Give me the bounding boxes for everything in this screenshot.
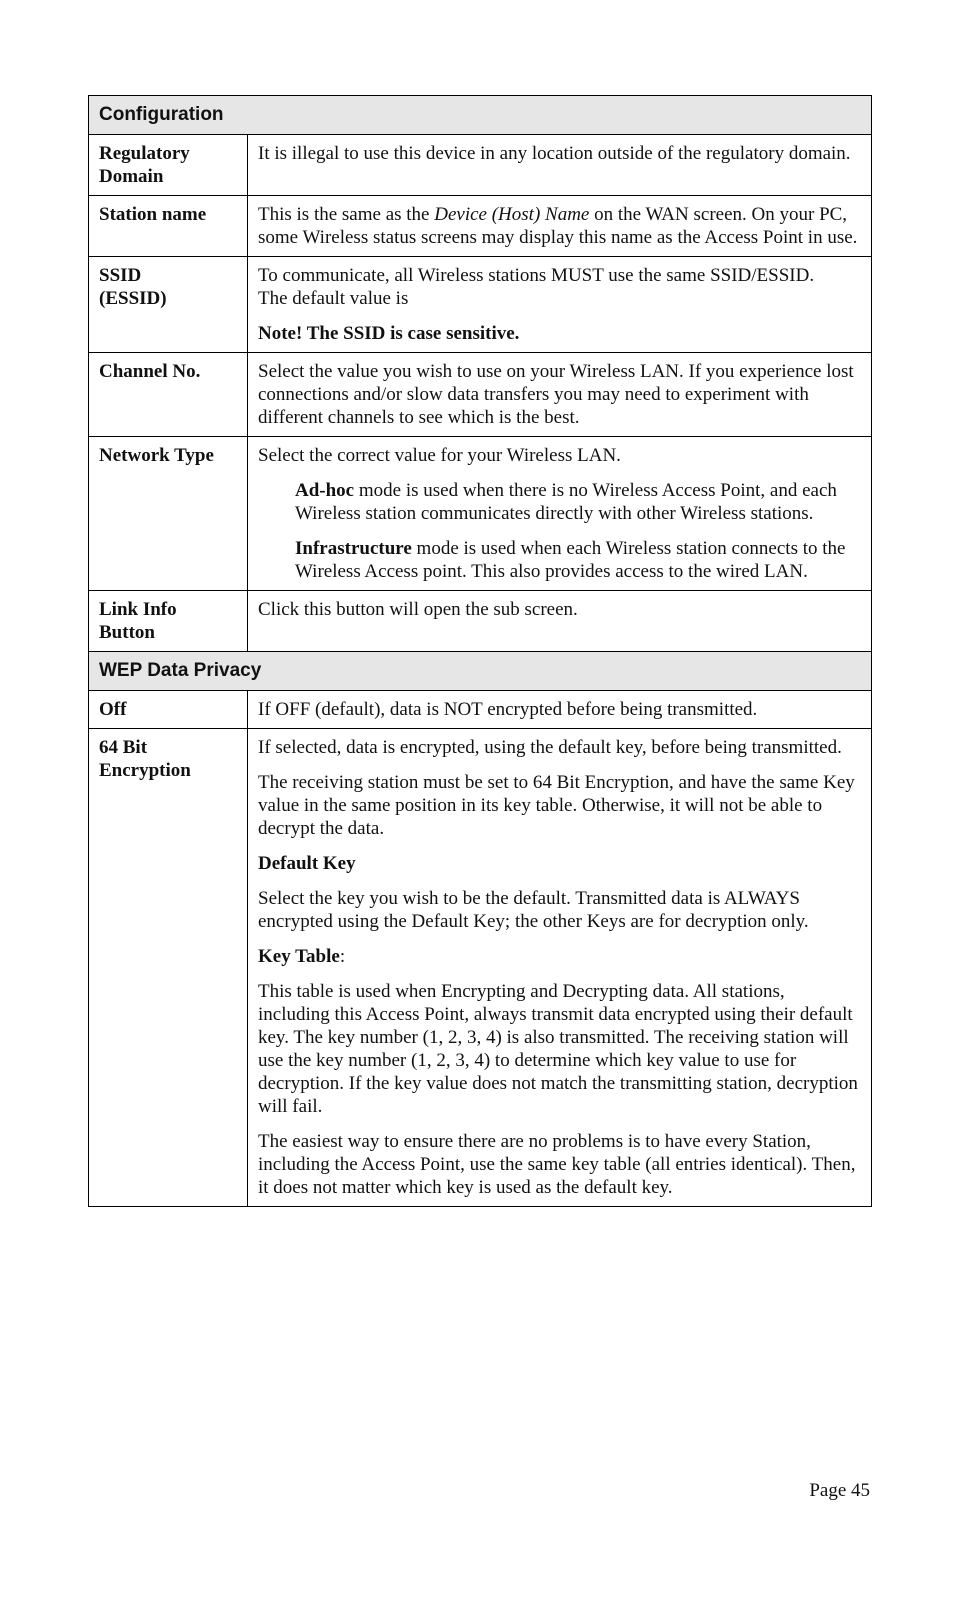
- description-text: If OFF (default), data is NOT encrypted before being transmitted.: [258, 699, 758, 720]
- table-row: [89, 135, 872, 196]
- description-text: This table is used when Encrypting and Decrypting data. All stations, including this Access Point, always transmit data encrypted using their default key. The key number (1, 2, 3, 4) is also transmitted. The receiving station will use the key number (1, 2, 3, 4) to determine which key value to use for decryption. If the key value does not match the transmitting station, decryption will fail.: [258, 981, 858, 1117]
- term-infrastructure: Infrastructure: [295, 538, 412, 559]
- field-label: Link Info Button: [89, 591, 248, 652]
- description-text: Select the value you wish to use on your Wireless LAN. If you experience lost connections and/or slow data transfers you may need to experiment with different channels to see which is the best.: [258, 361, 854, 428]
- table-row: [89, 729, 872, 1207]
- description-text: Click this button will open the sub screen.: [258, 599, 578, 620]
- section-heading: WEP Data Privacy: [89, 652, 872, 691]
- field-label: 64 Bit Encryption: [89, 729, 248, 1207]
- table-row: [89, 591, 872, 652]
- description-text: To communicate, all Wireless stations MUST use the same SSID/ESSID.: [258, 265, 815, 286]
- description-text: [258, 203, 861, 249]
- section-configuration: [89, 96, 872, 135]
- section-heading: Configuration: [89, 96, 872, 135]
- field-description: [248, 591, 872, 652]
- label-line: SSID: [99, 265, 142, 286]
- field-label: [89, 257, 248, 353]
- description-text: The default value is: [258, 288, 409, 309]
- description-text: Select the correct value for your Wireless LAN.: [258, 445, 621, 466]
- table-row: [89, 691, 872, 729]
- text-run: :: [339, 946, 346, 967]
- field-label: Network Type: [89, 437, 248, 591]
- field-description: [248, 353, 872, 437]
- subheading-key-table: [258, 945, 861, 968]
- field-description: [248, 196, 872, 257]
- table-row: [89, 196, 872, 257]
- field-description: [248, 257, 872, 353]
- text-run: This is the same as the: [258, 204, 435, 225]
- description-text: The receiving station must be set to 64 Bit Encryption, and have the same Key value in the same position in its key table. Otherwise, it will not be able to decrypt the data.: [258, 772, 855, 839]
- section-wep: [89, 652, 872, 691]
- field-description: [248, 135, 872, 196]
- settings-table: [88, 95, 872, 1207]
- description-text: The easiest way to ensure there are no problems is to have every Station, including the Access Point, use the same key table (all entries identical). Then, it does not matter which key is used as the default key.: [258, 1131, 856, 1198]
- text-run: on the WAN screen. On your PC, some Wireless status screens may display this name as the Access Point in use.: [258, 204, 858, 248]
- table-row: [89, 437, 872, 591]
- text-run: mode is used when each Wireless station connects to the Wireless Access point. This also provides access to the wired LAN.: [295, 538, 846, 582]
- text-run: mode is used when there is no Wireless Access Point, and each Wireless station communicates directly with other Wireless stations.: [295, 480, 837, 524]
- table-row: [89, 257, 872, 353]
- field-description: [248, 729, 872, 1207]
- bold-note: Note! The SSID is case sensitive.: [258, 323, 520, 344]
- adhoc-description: [295, 479, 861, 525]
- description-text: Select the key you wish to be the default. Transmitted data is ALWAYS encrypted using the Default Key; the other Keys are for decryption only.: [258, 888, 809, 932]
- field-label: Regulatory Domain: [89, 135, 248, 196]
- infrastructure-description: [295, 537, 861, 583]
- italic-term: Device (Host) Name: [434, 204, 590, 225]
- description-text: It is illegal to use this device in any location outside of the regulatory domain.: [258, 143, 851, 164]
- field-label: Station name: [89, 196, 248, 257]
- table-row: [89, 353, 872, 437]
- field-label: Off: [89, 691, 248, 729]
- subheading-default-key: [258, 852, 861, 875]
- field-description: [248, 691, 872, 729]
- bold-heading: Key Table: [258, 946, 340, 967]
- term-adhoc: Ad-hoc: [295, 480, 355, 501]
- field-description: [248, 437, 872, 591]
- field-label: Channel No.: [89, 353, 248, 437]
- note-text: [258, 322, 861, 345]
- label-line: (ESSID): [99, 288, 167, 309]
- page-number: Page 45: [809, 1480, 870, 1501]
- bold-heading: Default Key: [258, 853, 356, 874]
- description-text: If selected, data is encrypted, using the default key, before being transmitted.: [258, 737, 842, 758]
